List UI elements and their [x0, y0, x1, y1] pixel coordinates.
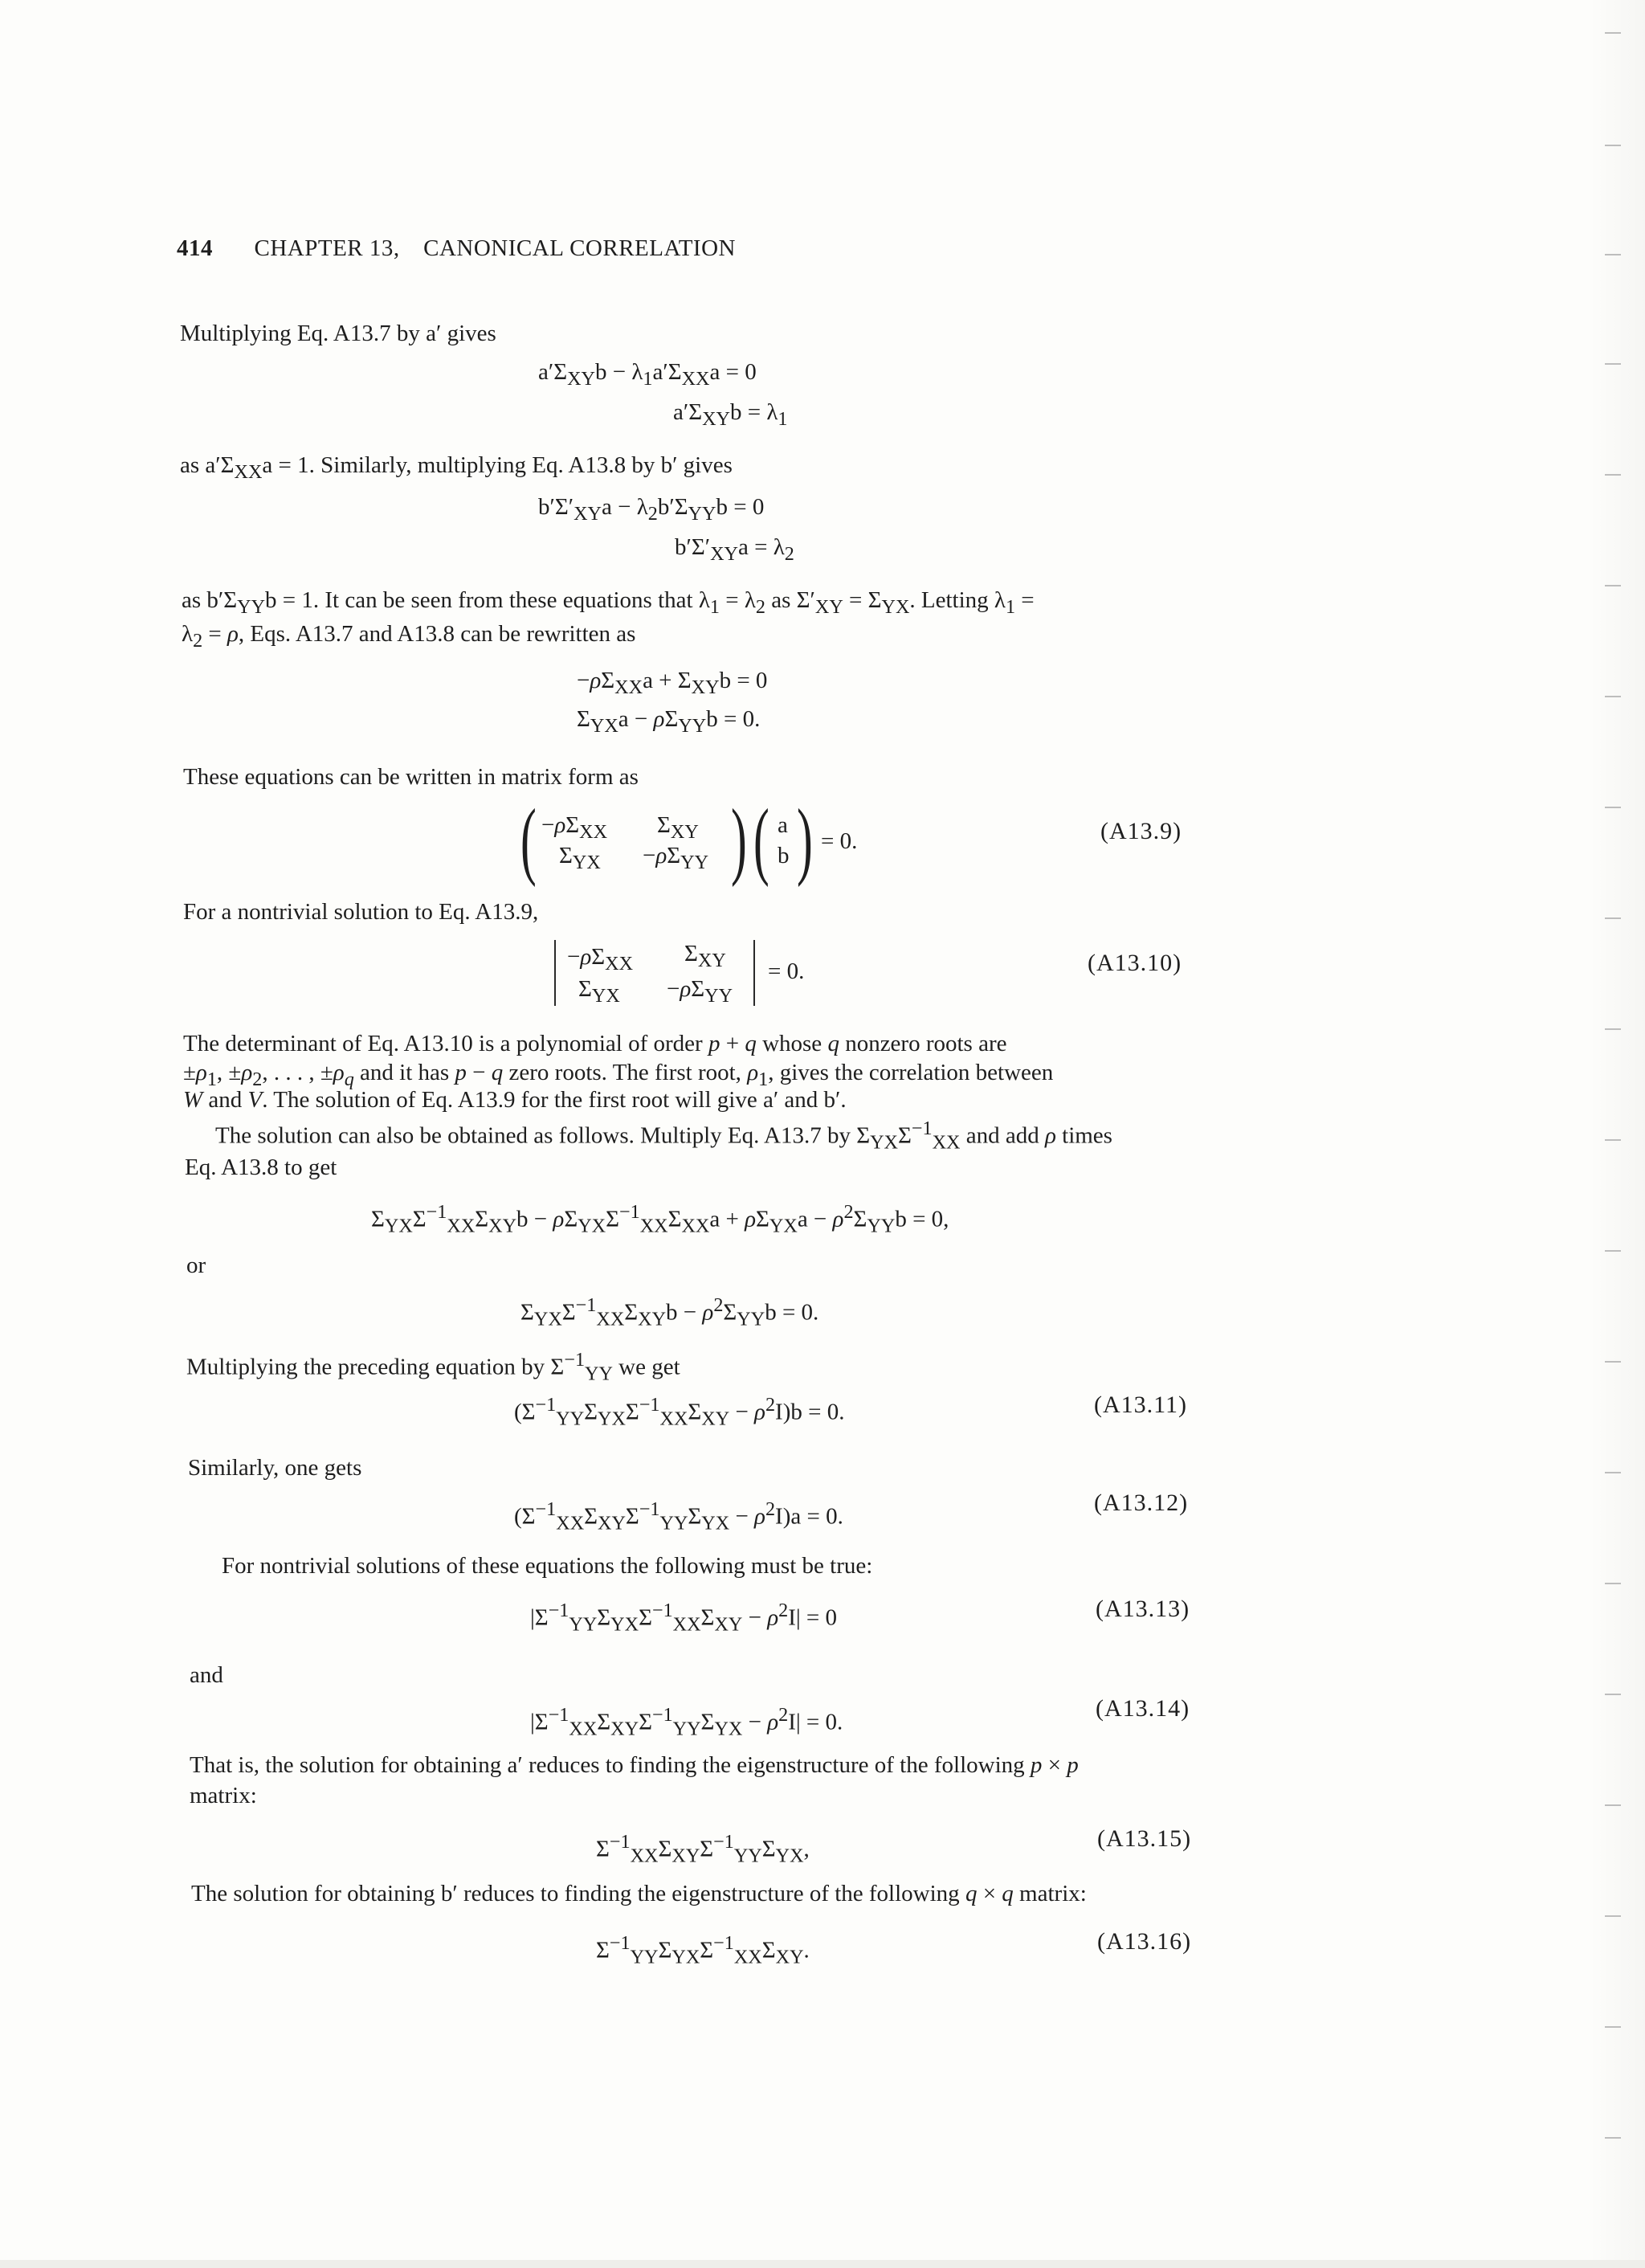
paragraph: That is, the solution for obtaining a′ reduces to finding the eigenstructure of the following p × p [190, 1752, 1079, 1778]
matrix-cell: $\Sigma_{YX}$ [559, 843, 601, 873]
chapter-label: CHAPTER 13 [254, 235, 394, 261]
scan-mark [1605, 2137, 1621, 2139]
paragraph: W and V. The solution of Eq. A13.9 for the first root will give a′ and b′. [183, 1087, 847, 1113]
scan-mark [1605, 32, 1621, 34]
scan-mark [1605, 474, 1621, 476]
left-paren: ( [753, 792, 769, 888]
equation: $-\rho\Sigma_{XX}a + \Sigma_{XY}b = 0$ [577, 668, 768, 698]
paragraph: Similarly, one gets [188, 1455, 362, 1481]
matrix-cell: $\Sigma_{XY}$ [657, 812, 699, 843]
paragraph: $\pm\rho_1$, $\pm\rho_2$, . . . , $\pm\rho_q$ and it has p − q zero roots. The first root, $\rho_1$, gives the correlation between [183, 1060, 1054, 1090]
scan-mark [1605, 917, 1621, 919]
left-paren: ( [520, 792, 537, 888]
equation-number: (A13.13) [1096, 1596, 1190, 1622]
section-title: CANONICAL CORRELATION [423, 235, 736, 261]
connector-word: and [190, 1662, 223, 1688]
equation: $\Sigma_{YX}a - \rho\Sigma_{YY}b = 0$. [577, 706, 761, 737]
matrix-cell: $\Sigma_{XY}$ [684, 941, 726, 971]
matrix-equation-a13-9 [520, 792, 858, 888]
determinant-bar [753, 940, 755, 1006]
running-header [177, 235, 736, 262]
matrix-cell: $\Sigma_{YX}$ [578, 976, 620, 1007]
paragraph: as $b'\Sigma_{YY}b = 1$. It can be seen from these equations that $\lambda_1 = \lambda_2$ as $\Sigma'_{XY} = \Sigma_{YX}$. Letting $\lambda_1$ = [182, 587, 1035, 618]
header-separator: , [393, 235, 400, 261]
paragraph: as $a'\Sigma_{XX}a = 1$. Similarly, multiplying Eq. A13.8 by b′ gives [180, 452, 733, 483]
page-number: 414 [177, 235, 213, 261]
scan-mark [1605, 696, 1621, 697]
equation-number: (A13.15) [1097, 1825, 1192, 1852]
matrix-cell: $-\rho\Sigma_{XX}$ [541, 812, 608, 843]
scan-mark [1605, 1472, 1621, 1473]
equation: $a'\Sigma_{XY}b - \lambda_1a'\Sigma_{XX}a = 0$ [538, 359, 757, 390]
paragraph: Eq. A13.8 to get [185, 1154, 337, 1180]
paragraph: For a nontrivial solution to Eq. A13.9, [183, 899, 539, 925]
equation: $|\Sigma^{-1}_{YY}\Sigma_{YX}\Sigma^{-1}_{XX}\Sigma_{XY} - \rho^2I| = 0$ [530, 1600, 838, 1636]
equation: $\Sigma^{-1}_{XX}\Sigma_{XY}\Sigma^{-1}_{YY}\Sigma_{YX}$, [596, 1831, 810, 1867]
equation: $\Sigma_{YX}\Sigma^{-1}_{XX}\Sigma_{XY}b - \rho^2\Sigma_{YY}b = 0$. [520, 1294, 819, 1330]
scan-mark [1605, 363, 1621, 365]
paragraph: The solution can also be obtained as follows. Multiply Eq. A13.7 by $\Sigma_{YX}\Sigma^{-1}_{XX}$ and add ρ times [215, 1118, 1112, 1154]
paragraph: $\lambda_2 = \rho$, Eqs. A13.7 and A13.8 can be rewritten as [182, 621, 636, 652]
scan-mark [1605, 1804, 1621, 1806]
equation-rhs: = 0. [768, 958, 805, 984]
scan-mark [1605, 1915, 1621, 1917]
paragraph: Multiplying the preceding equation by $\Sigma^{-1}_{YY}$ we get [186, 1349, 680, 1385]
equation: $|\Sigma^{-1}_{XX}\Sigma_{XY}\Sigma^{-1}_{YY}\Sigma_{YX} - \rho^2I| = 0$. [530, 1704, 843, 1740]
scan-mark [1605, 1694, 1621, 1695]
equation: $b'\Sigma'_{XY}a = \lambda_2$ [675, 534, 794, 565]
paragraph: The determinant of Eq. A13.10 is a polynomial of order p + q whose q nonzero roots are [183, 1031, 1007, 1056]
equation: $\Sigma_{YX}\Sigma^{-1}_{XX}\Sigma_{XY}b - \rho\Sigma_{YX}\Sigma^{-1}_{XX}\Sigma_{XX}a + \rho\Sigma_{YX}a - \rho^2\Sigma_{YY}b = 0$, [371, 1201, 949, 1237]
paragraph: The solution for obtaining b′ reduces to finding the eigenstructure of the following q × q matrix: [191, 1881, 1087, 1906]
scan-mark [1605, 1361, 1621, 1363]
scan-mark [1605, 2026, 1621, 2028]
paragraph: For nontrivial solutions of these equations the following must be true: [222, 1553, 873, 1579]
scan-mark [1605, 807, 1621, 808]
equation-number: (A13.12) [1094, 1490, 1189, 1516]
scan-mark [1605, 585, 1621, 586]
equation-number: (A13.11) [1094, 1391, 1188, 1418]
equation-number: (A13.10) [1088, 950, 1182, 976]
matrix-cell: $-\rho\Sigma_{YY}$ [667, 976, 733, 1007]
equation-number: (A13.16) [1097, 1928, 1192, 1955]
right-paren: ) [797, 792, 813, 888]
connector-word: or [186, 1253, 206, 1278]
scan-edge-shadow [1589, 0, 1645, 2268]
scan-mark [1605, 145, 1621, 146]
scan-bottom-edge [0, 2260, 1645, 2268]
paragraph: Multiplying Eq. A13.7 by a′ gives [180, 321, 496, 346]
vector-cell: a [778, 812, 788, 838]
scan-mark [1605, 1250, 1621, 1252]
determinant-bar [554, 940, 556, 1006]
equation: $b'\Sigma'_{XY}a - \lambda_2b'\Sigma_{YY}b = 0$ [538, 494, 765, 525]
scan-mark [1605, 254, 1621, 255]
scan-mark [1605, 1139, 1621, 1141]
paragraph: These equations can be written in matrix form as [183, 764, 639, 790]
determinant-a13-10 [546, 935, 835, 1012]
matrix-cell: $-\rho\Sigma_{YY}$ [643, 843, 709, 873]
equation-rhs: = 0. [821, 828, 858, 854]
matrix-cell: $-\rho\Sigma_{XX}$ [567, 944, 634, 975]
paragraph: matrix: [190, 1783, 257, 1808]
equation: $\Sigma^{-1}_{YY}\Sigma_{YX}\Sigma^{-1}_{XX}\Sigma_{XY}$. [596, 1932, 810, 1968]
equation: $(\Sigma^{-1}_{XX}\Sigma_{XY}\Sigma^{-1}_{YY}\Sigma_{YX} - \rho^2I)a = 0$. [514, 1498, 843, 1534]
equation: $a'\Sigma_{XY}b = \lambda_1$ [673, 399, 788, 430]
scan-mark [1605, 1028, 1621, 1030]
scan-mark [1605, 1583, 1621, 1584]
equation-number: (A13.14) [1096, 1695, 1190, 1722]
equation-number: (A13.9) [1100, 818, 1182, 844]
vector-cell: b [778, 843, 790, 868]
equation: $(\Sigma^{-1}_{YY}\Sigma_{YX}\Sigma^{-1}_{XX}\Sigma_{XY} - \rho^2I)b = 0$. [514, 1394, 845, 1430]
right-paren: ) [731, 792, 747, 888]
